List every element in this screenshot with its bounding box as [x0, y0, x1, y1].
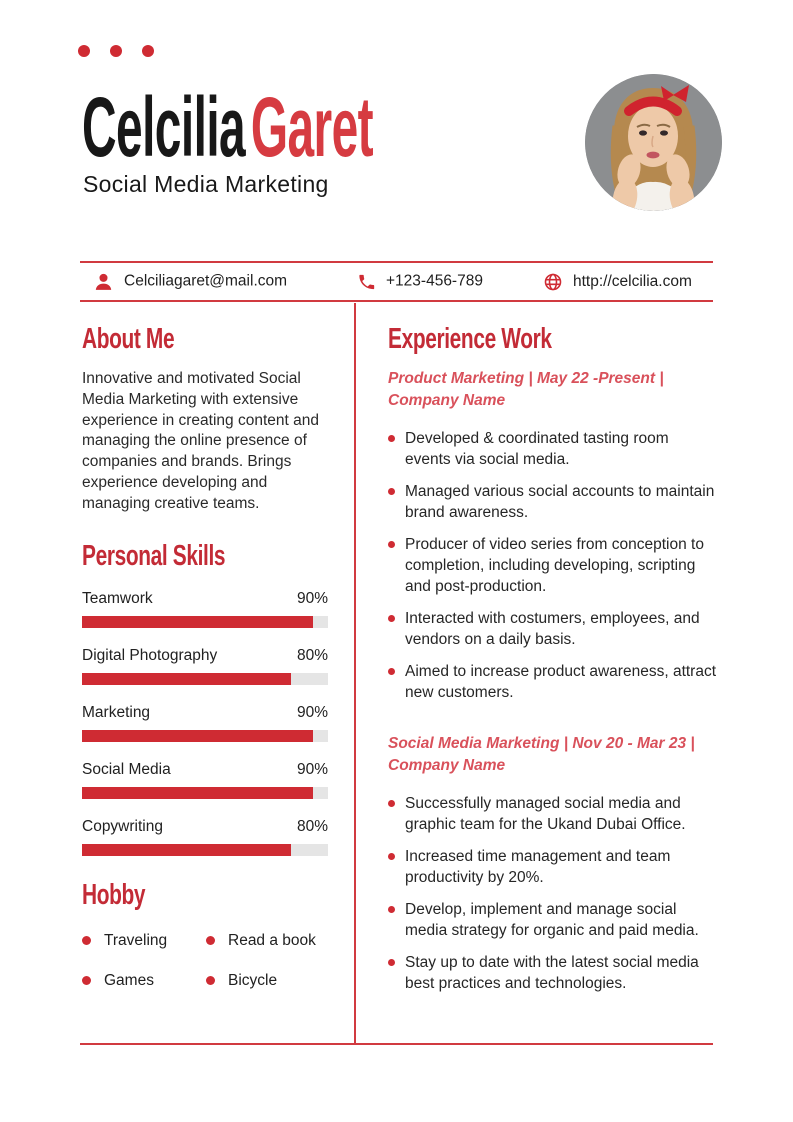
skill-bar-track — [82, 616, 328, 628]
job-bullet: Managed various social accounts to maintain brand awareness. — [388, 481, 718, 523]
skills-section — [82, 539, 328, 856]
about-heading: About Me — [82, 323, 175, 355]
page-title — [82, 80, 593, 174]
skill-percent: 80% — [296, 817, 328, 835]
skill-bar-fill — [82, 844, 291, 856]
hobby-list — [82, 932, 328, 990]
skills-heading: Personal Skills — [82, 539, 226, 572]
job-bullet: Successfully managed social media and graphic team for the Ukand Dubai Office. — [388, 793, 718, 835]
hobby-label: Bicycle — [228, 971, 278, 989]
contact-email-value: Celciliagaret@mail.com — [124, 272, 288, 290]
skill-label: Digital Photography — [82, 646, 218, 664]
experience-job — [388, 368, 718, 703]
job-bullet: Developed & coordinated tasting room events via social media. — [388, 428, 718, 470]
phone-icon — [357, 272, 376, 291]
skill-percent: 90% — [296, 589, 328, 607]
skill-item — [82, 703, 328, 742]
skill-bar-track — [82, 730, 328, 742]
contact-phone — [357, 272, 483, 291]
last-name: Garet — [250, 80, 374, 174]
skill-bar-track — [82, 844, 328, 856]
skill-bar-fill — [82, 616, 313, 628]
job-heading: Product Marketing | May 22 -Present | Company Name — [388, 370, 664, 409]
bottom-divider — [80, 1043, 713, 1045]
column-divider — [354, 303, 356, 1043]
hobby-section — [82, 878, 328, 990]
hobby-item — [82, 972, 206, 990]
skill-list — [82, 589, 328, 856]
skill-label: Social Media — [82, 760, 171, 778]
job-subtitle: Social Media Marketing — [83, 171, 329, 197]
hobby-label: Read a book — [228, 931, 316, 949]
job-bullet-list — [388, 793, 718, 994]
right-column — [388, 322, 718, 1005]
contact-website — [543, 272, 692, 292]
portrait-illustration — [585, 74, 722, 211]
skill-bar-fill — [82, 787, 313, 799]
bullet-icon — [82, 976, 91, 985]
experience-job — [388, 733, 718, 994]
person-icon — [93, 271, 114, 292]
about-text: Innovative and motivated Social Media Marketing with extensive experience in creating content and managing the online presence of companies and brands. Brings experience developing and managing creative teams. — [82, 370, 319, 512]
skill-bar-fill — [82, 730, 313, 742]
dot-icon — [142, 45, 154, 57]
dot-icon — [110, 45, 122, 57]
dot-icon — [78, 45, 90, 57]
skill-label: Marketing — [82, 703, 151, 721]
hobby-item — [206, 972, 328, 990]
contact-website-value: http://celcilia.com — [573, 272, 692, 290]
decor-dots — [78, 45, 154, 57]
hobby-label: Traveling — [104, 931, 168, 949]
hobby-heading: Hobby — [82, 878, 146, 911]
first-name: Celcilia — [82, 80, 246, 174]
skill-item — [82, 646, 328, 685]
skill-percent: 80% — [296, 646, 328, 664]
job-bullet-list — [388, 428, 718, 703]
job-bullet: Increased time management and team productivity by 20%. — [388, 846, 718, 888]
skill-label: Teamwork — [82, 589, 153, 607]
hobby-item — [206, 932, 328, 950]
contact-phone-value: +123-456-789 — [386, 272, 483, 290]
skill-bar-fill — [82, 673, 291, 685]
job-bullet: Producer of video series from conception to completion, including developing, scripting and post-production. — [388, 534, 718, 597]
skill-bar-track — [82, 787, 328, 799]
bullet-icon — [206, 936, 215, 945]
skill-item — [82, 589, 328, 628]
profile-photo — [585, 74, 722, 211]
skill-percent: 90% — [296, 760, 328, 778]
skill-bar-track — [82, 673, 328, 685]
bullet-icon — [82, 936, 91, 945]
contact-email — [93, 271, 287, 292]
hobby-label: Games — [104, 971, 154, 989]
skill-item — [82, 760, 328, 799]
skill-item — [82, 817, 328, 856]
globe-icon — [543, 272, 563, 292]
job-bullet: Stay up to date with the latest social media best practices and technologies. — [388, 952, 718, 994]
experience-heading: Experience Work — [388, 323, 552, 355]
hobby-item — [82, 932, 206, 950]
job-bullet: Develop, implement and manage social media strategy for organic and paid media. — [388, 899, 718, 941]
left-column — [82, 322, 328, 990]
job-heading: Social Media Marketing | Nov 20 - Mar 23 | Company Name — [388, 735, 695, 774]
job-bullet: Aimed to increase product awareness, attract new customers. — [388, 661, 718, 703]
skill-percent: 90% — [296, 703, 328, 721]
contact-bar — [80, 261, 713, 302]
bullet-icon — [206, 976, 215, 985]
skill-label: Copywriting — [82, 817, 163, 835]
job-bullet: Interacted with costumers, employees, and vendors on a daily basis. — [388, 608, 718, 650]
